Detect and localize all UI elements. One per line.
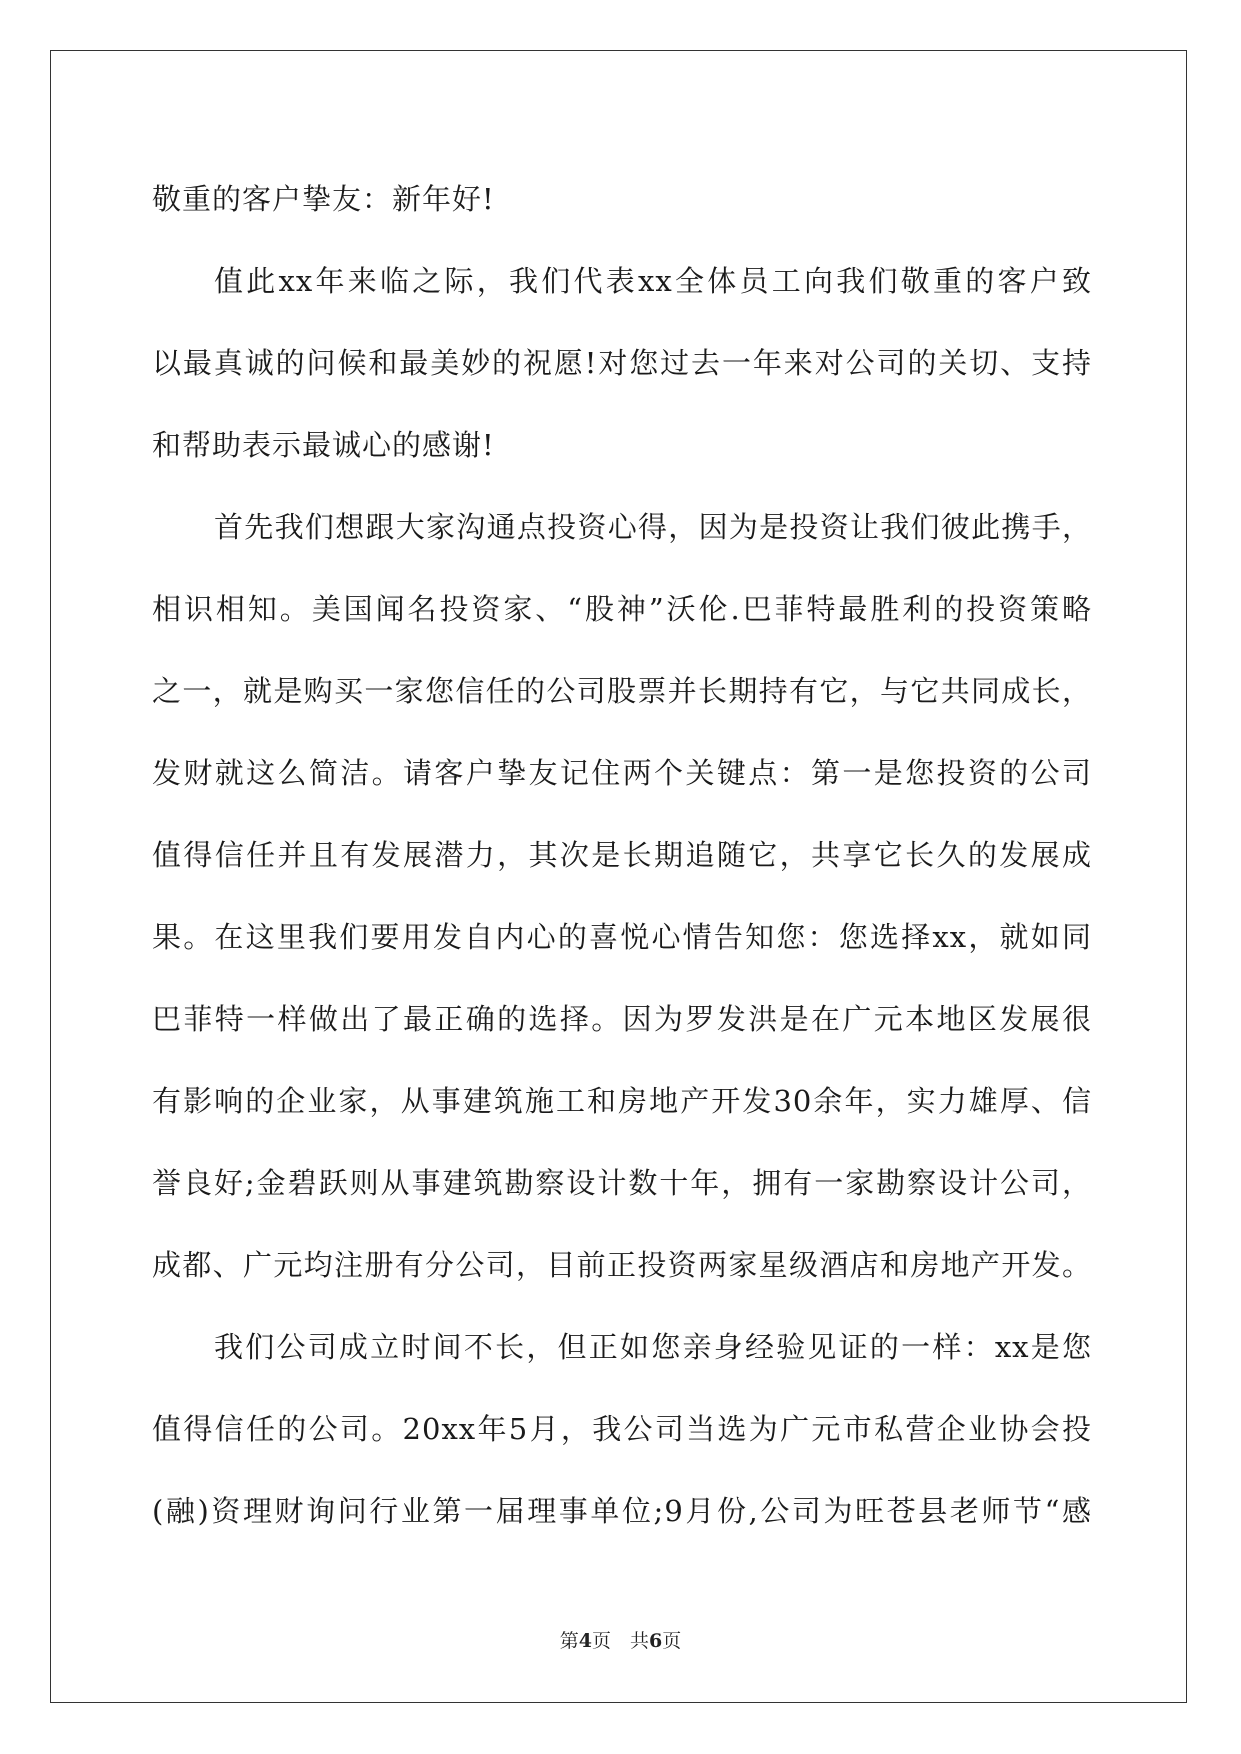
paragraph-line: 有影响的企业家，从事建筑施工和房地产开发30余年，实力雄厚、信 (152, 1084, 1092, 1118)
paragraph-line: 之一，就是购买一家您信任的公司股票并长期持有它，与它共同成长， (152, 674, 1092, 708)
paragraph-line: (融)资理财询问行业第一届理事单位;9月份,公司为旺苍县老师节“感 (152, 1494, 1092, 1528)
footer-mid: 页 共 (591, 1630, 649, 1652)
paragraph-line: 成都、广元均注册有分公司，目前正投资两家星级酒店和房地产开发。 (152, 1248, 1092, 1282)
total-page-number: 6 (649, 1630, 663, 1652)
paragraph-line: 以最真诚的问候和最美妙的祝愿!对您过去一年来对公司的关切、支持 (152, 346, 1092, 380)
paragraph-line: 相识相知。美国闻名投资家、“股神”沃伦.巴菲特最胜利的投资策略 (152, 592, 1092, 626)
paragraph-line: 首先我们想跟大家沟通点投资心得，因为是投资让我们彼此携手， (214, 510, 1092, 544)
paragraph-line: 果。在这里我们要用发自内心的喜悦心情告知您：您选择xx，就如同 (152, 920, 1092, 954)
paragraph-line: 值得信任的公司。20xx年5月，我公司当选为广元市私营企业协会投 (152, 1412, 1092, 1446)
paragraph-line: 我们公司成立时间不长，但正如您亲身经验见证的一样：xx是您 (214, 1330, 1092, 1364)
paragraph-line: 值得信任并且有发展潜力，其次是长期追随它，共享它长久的发展成 (152, 838, 1092, 872)
paragraph-line: 发财就这么简洁。请客户挚友记住两个关键点：第一是您投资的公司 (152, 756, 1092, 790)
footer-prefix: 第 (559, 1630, 579, 1652)
current-page-number: 4 (578, 1630, 592, 1652)
footer-suffix: 页 (662, 1630, 682, 1652)
paragraph-line: 和帮助表示最诚心的感谢! (152, 428, 495, 462)
paragraph-line: 誉良好;金碧跃则从事建筑勘察设计数十年，拥有一家勘察设计公司， (152, 1166, 1092, 1200)
paragraph-line: 值此xx年来临之际，我们代表xx全体员工向我们敬重的客户致 (214, 264, 1092, 298)
document-body (152, 158, 1092, 1552)
page-footer (0, 1626, 1241, 1653)
paragraph-line: 巴菲特一样做出了最正确的选择。因为罗发洪是在广元本地区发展很 (152, 1002, 1092, 1036)
salutation-line: 敬重的客户挚友：新年好! (152, 182, 495, 216)
